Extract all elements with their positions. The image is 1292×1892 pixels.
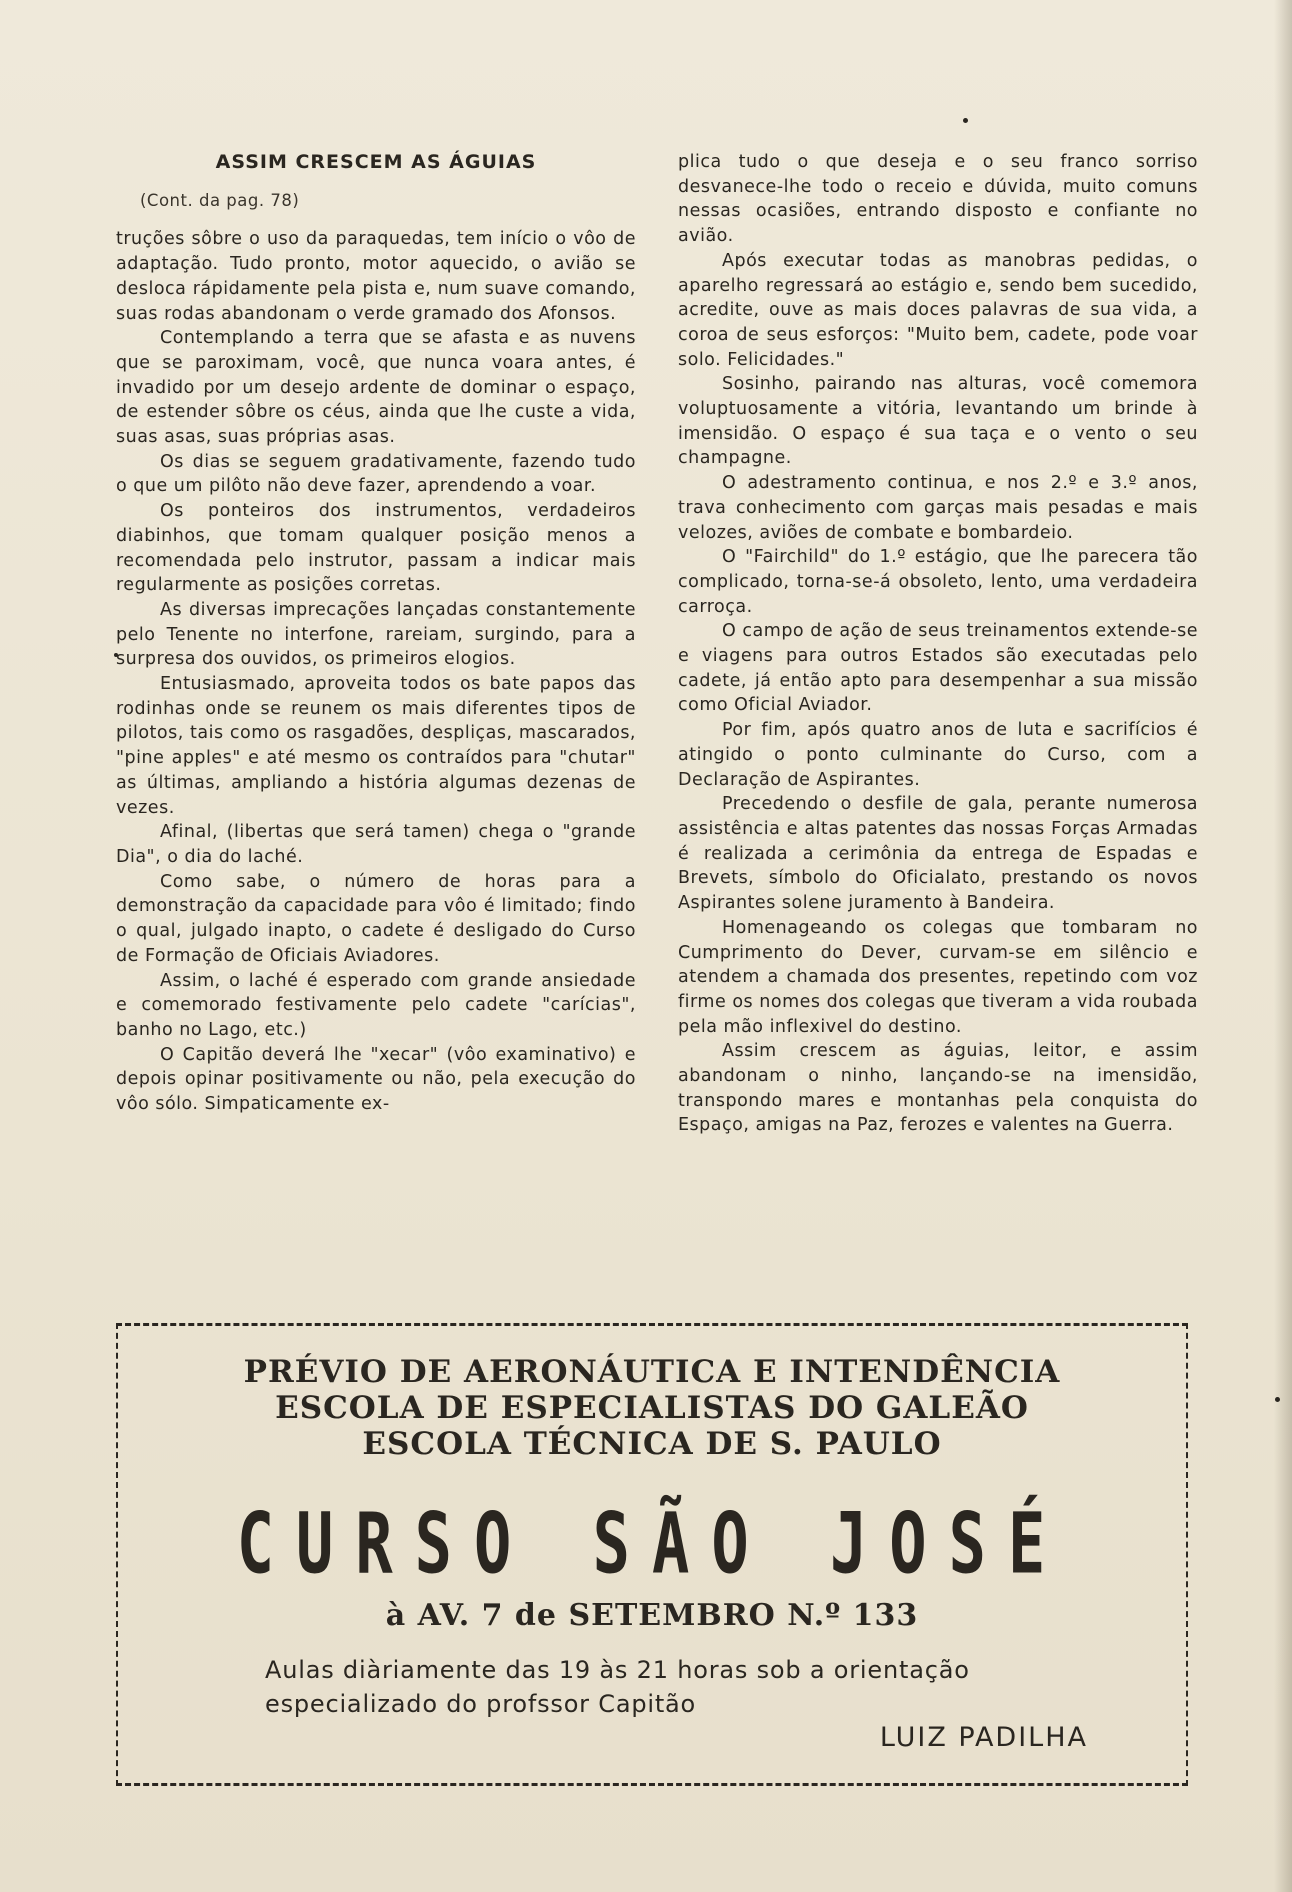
article-paragraph: Por fim, após quatro anos de luta e sacrifícios é atingido o ponto culminante do Curso, com a Declaração de Aspirantes. [678,720,1198,790]
article-paragraph: Assim, o laché é esperado com grande ansiedade e comemorado festivamente pelo cadete "carícias", banho no Lago, etc.) [116,970,636,1040]
ad-instructor-name: LUIZ PADILHA [879,1722,1088,1753]
article-paragraph: O campo de ação de seus treinamentos extende-se e viagens para outros Estados são executadas pelo cadete, já então apto para desempenhar a sua missão como Oficial Aviador. [678,621,1198,716]
article-paragraph: As diversas imprecações lançadas constantemente pelo Tenente no interfone, rareiam, surgindo, para a surpresa dos ouvidos, os primeiros elogios. [116,599,636,670]
ad-headline-2: ESCOLA DE ESPECIALISTAS DO GALEÃO [275,1390,1029,1426]
ad-headline-1: PRÉVIO DE AERONÁUTICA E INTENDÊNCIA [243,1354,1061,1390]
ink-speck [1275,1397,1280,1402]
article-paragraph: Assim crescem as águias, leitor, e assim abandonam o ninho, lançando-se na imensidão, transpondo mares e montanhas pela conquista do Espaço, amigas na Paz, ferozes e valentes na Guerra. [678,1041,1198,1136]
article-paragraph: O adestramento continua, e nos 2.º e 3.º anos, trava conhecimento com garças mais pesadas e mais velozes, aviões de combate e bombardeio. [678,473,1198,543]
page-edge-shadow [1274,0,1292,1892]
ad-headline-3: ESCOLA TÉCNICA DE S. PAULO [362,1426,942,1462]
ad-schedule: Aulas diàriamente das 19 às 21 horas sob a orientação [265,1656,970,1684]
ink-speck [963,118,968,123]
ad-address: à AV. 7 de SETEMBRO N.º 133 [385,1598,919,1633]
article-right-column [678,150,1198,1138]
article-paragraph: Os dias se seguem gradativamente, fazendo tudo o que um pilôto não deve fazer, aprendendo a voar. [116,451,636,497]
article-paragraph: Afinal, (libertas que será tamen) chega o "grande Dia", o dia do laché. [116,822,636,867]
ad-title: CURSO SÃO JOSÉ [236,1494,1068,1593]
article-paragraph: O "Fairchild" do 1.º estágio, que lhe parecera tão complicado, torna-se-á obsoleto, lento, uma verdadeira carroça. [678,547,1198,617]
article-paragraph: Após executar todas as manobras pedidas, o aparelho regressará ao estágio e, sendo bem sucedido, acredite, ouve as mais doces palavras de sua vida, a coroa de seus esforços: "Muito bem, cadete, pode voar solo. Felicidades." [678,250,1198,370]
article-paragraph: Sosinho, pairando nas alturas, você comemora voluptuosamente a vitória, levantando um brinde à imensidão. O espaço é sua taça e o vento o seu champagne. [678,374,1198,469]
article-paragraph: plica tudo o que deseja e o seu franco sorriso desvanece-lhe todo o receio e dúvida, muito comuns nessas ocasiões, entrando disposto e confiante no avião. [678,152,1198,247]
continuation-note: (Cont. da pag. 78) [140,190,300,210]
article-paragraph: Contemplando a terra que se afasta e as nuvens que se paroximam, você, que nunca voara antes, é invadido por um desejo ardente de dominar o espaço, de estender sôbre os céus, ainda que lhe custe a vida, suas asas, suas próprias asas. [116,328,636,448]
advertisement-box [116,1323,1188,1786]
article-paragraph: Homenageando os colegas que tombaram no Cumprimento do Dever, curvam-se em silêncio e atendem a chamada dos presentes, repetindo com voz firme os nomes dos colegas que tiveram a vida roubada pela mão inflexivel do destino. [678,917,1198,1037]
article-paragraph: Entusiasmado, aproveita todos os bate papos das rodinhas onde se reunem os mais diferentes tipos de pilotos, tais como os rasgadões, despliças, mascarados, "pine apples" e até mesmo os contraídos para "chutar" as últimas, ampliando a história algumas dezenas de vezes. [116,674,636,818]
article-left-column [116,150,636,1117]
article-paragraph: Precedendo o desfile de gala, perante numerosa assistência e altas patentes das nossas Forças Armadas é realizada a cerimônia da entrega de Espadas e Brevets, símbolo do Oficialato, prestando os novos Aspirantes solene juramento à Bandeira. [678,794,1198,914]
article-paragraph: truções sôbre o uso da paraquedas, tem início o vôo de adaptação. Tudo pronto, motor aquecido, o avião se desloca rápidamente pela pista e, num suave comando, suas rodas abandonam o verde gramado dos Afonsos. [116,229,636,324]
article-paragraph: O Capitão deverá lhe "xecar" (vôo examinativo) e depois opinar positivamente ou não, pela execução do vôo sólo. Simpaticamente ex- [116,1044,636,1115]
article-paragraph: Os ponteiros dos instrumentos, verdadeiros diabinhos, que tomam qualquer posição menos a recomendada pelo instrutor, passam a indicar mais regularmente as posições corretas. [116,501,636,596]
ad-instructor-line: especializado do profssor Capitão [265,1690,697,1718]
article-heading: ASSIM CRESCEM AS ÁGUIAS [215,151,537,173]
article-paragraph: Como sabe, o número de horas para a demonstração da capacidade para vôo é limitado; findo o qual, julgado inapto, o cadete é desligado do Curso de Formação de Oficiais Aviadores. [116,871,636,966]
